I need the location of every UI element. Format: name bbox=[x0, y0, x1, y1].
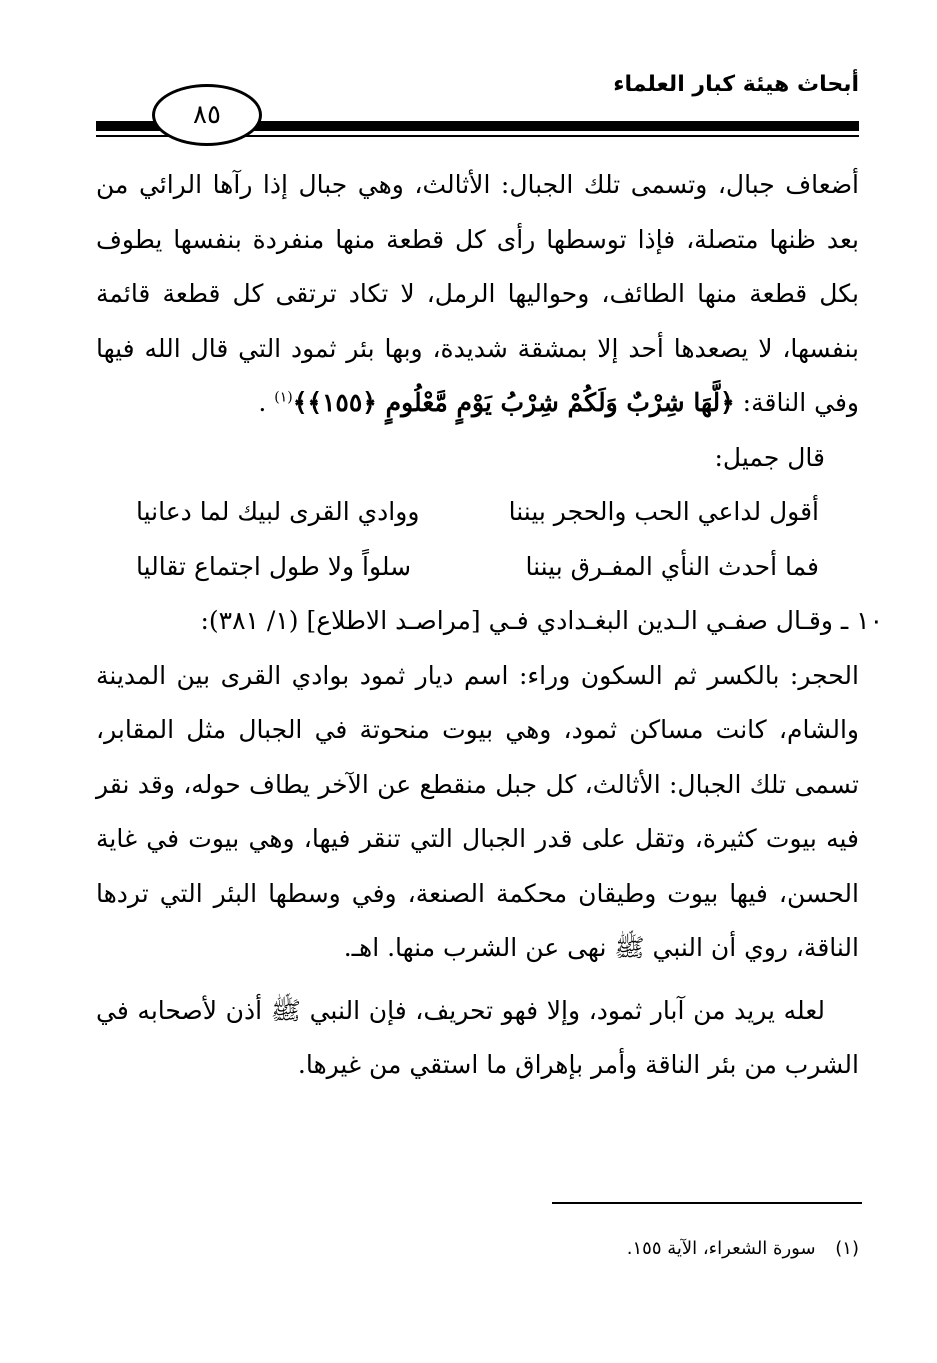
poem-verse-1 bbox=[96, 485, 859, 540]
item-10-header: ١٠ ـ وقـال صفـي الـدين البغـدادي فـي [مراصـد الاطلاع] (١/ ٣٨١): bbox=[200, 606, 883, 635]
paragraph-1-text: أضعاف جبال، وتسمى تلك الجبال: الأثالث، وهي جبال إذا رآها الرائي من بعد ظنها متصلة، فإذا توسطها رأى كل قطعة منها منفردة بنفسها يطوف بكل قطعة منها الطائف، وحواليها الرمل، لا تكاد ترتقى كل قطعة قائمة بنفسها، لا يصعدها أحد إلا بمشقة شديدة، وبها بئر ثمود التي قال الله فيها وفي الناقة: bbox=[96, 170, 859, 417]
poem-verse-2 bbox=[96, 540, 859, 595]
verse-2-first-hemistich: فما أحدث النأي المفـرق بيننا bbox=[525, 551, 819, 581]
verse-1-second-hemistich: ووادي القرى لبيك لما دعانيا bbox=[136, 497, 420, 526]
quran-verse: ﴿لَّهَا شِرْبٌ وَلَكُمْ شِرْبُ يَوْمٍ مَّعْلُومٍ ﴿١٥٥﴾﴾ bbox=[292, 388, 735, 417]
footnote-rule bbox=[552, 1202, 862, 1204]
verse-2-second-hemistich: سلواً ولا طول اجتماع تقاليا bbox=[136, 551, 412, 581]
page-number-text: ٨٥ bbox=[193, 100, 221, 130]
paragraph-last: لعله يريد من آبار ثمود، وإلا فهو تحريف، فإن النبي ﷺ أذن لأصحابه في الشرب من بئر الناقة وأمر بإهراق ما استقي من غيرها. bbox=[96, 995, 859, 1079]
footnote-text: سورة الشعراء، الآية ١٥٥. bbox=[626, 1238, 816, 1259]
footnote-number: (١) bbox=[835, 1238, 859, 1259]
footnote bbox=[627, 1238, 859, 1259]
footnote-ref: (١) bbox=[274, 389, 293, 406]
item-10-text: الحجر: بالكسر ثم السكون وراء: اسم ديار ثمود بوادي القرى بين المدينة والشام، كانت مساكن ثمود، وهي بيوت منحوتة في الجبال مثل المقابر، تسمى تلك الجبال: الأثالث، كل جبل منقطع عن الآخر يطاف حوله، وقد نقر فيه بيوت كثيرة، وتقل على قدر الجبال التي تنقر فيها، وهي بيوت في غاية الحسن، فيها بيوت وطيقان محكمة الصنعة، وفي وسطها البئر التي تردها الناقة، روي أن النبي ﷺ نهى عن الشرب منها. اهـ. bbox=[96, 660, 859, 962]
page-number bbox=[152, 84, 262, 146]
poet-label: قال جميل: bbox=[714, 442, 825, 472]
main-content bbox=[96, 158, 883, 1093]
paragraph-1-end: . bbox=[258, 388, 275, 417]
paragraph-1 bbox=[96, 158, 859, 431]
header-title: أبحاث هيئة كبار العلماء bbox=[613, 72, 859, 97]
verse-1-first-hemistich: أقول لداعي الحب والحجر بيننا bbox=[508, 497, 819, 526]
